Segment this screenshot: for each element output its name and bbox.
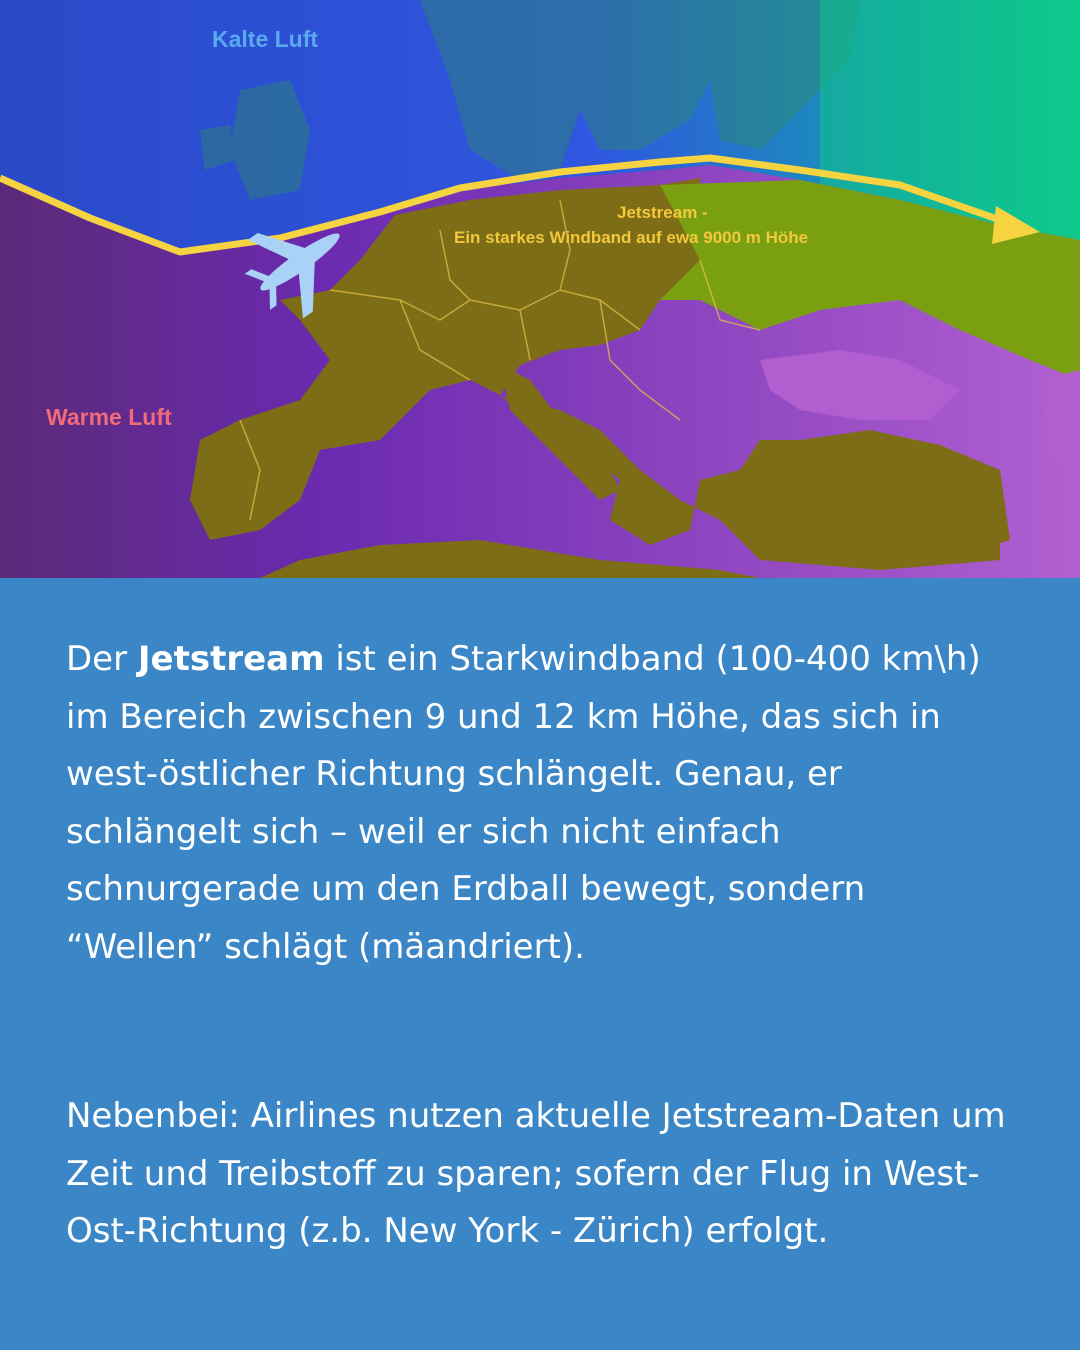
jetstream-label-title: Jetstream - xyxy=(617,203,708,222)
map-graphic xyxy=(0,0,1080,578)
airlines-paragraph: Nebenbei: Airlines nutzen aktuelle Jetstream-Daten um Zeit und Treibstoff zu sparen; sofern der Flug in West-Ost-Richtung (z.b. New York - Zürich) erfolgt. xyxy=(66,1096,1006,1251)
cold-air-label: Kalte Luft xyxy=(212,26,319,52)
jetstream-label-description: Ein starkes Windband auf ewa 9000 m Höhe xyxy=(454,228,809,247)
paragraph-body: ist ein Starkwindband (100-400 km\h) im Bereich zwischen 9 und 12 km Höhe, das sich in west-östlicher Richtung schlängelt. Genau, er schlängelt sich – weil er sich nicht einfach schnurgerade um den Erdball bewegt, sondern “Wellen” schlägt (mäandriert). xyxy=(66,639,981,967)
text-panel xyxy=(0,578,1080,1350)
jetstream-map xyxy=(0,0,1080,578)
paragraph-intro: Der xyxy=(66,639,138,679)
warm-air-label: Warme Luft xyxy=(46,404,172,430)
jetstream-term: Jetstream xyxy=(137,639,325,679)
jetstream-paragraph xyxy=(66,631,1016,976)
